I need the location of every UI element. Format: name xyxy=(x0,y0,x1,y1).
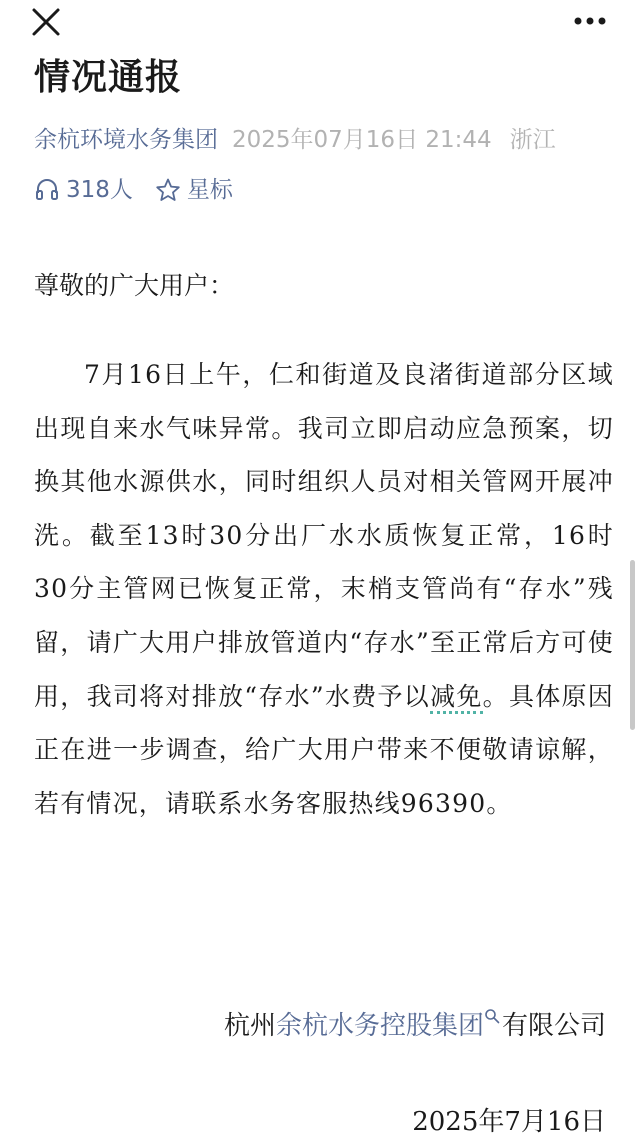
signature-date: 2025年7月16日 xyxy=(412,1107,606,1137)
signature-prefix: 杭州 xyxy=(223,1011,276,1041)
headphones-icon xyxy=(34,177,60,203)
signature-suffix: 有限公司 xyxy=(501,1011,606,1041)
listen-count[interactable] xyxy=(34,174,133,206)
listen-count-label: 318人 xyxy=(66,177,133,203)
account-name-link[interactable]: 余杭环境水务集团 xyxy=(34,127,218,153)
paragraph-text-part2: 。具体原因正在进一步调查，给广大用户带来不便敬请谅解，若有情况，请联系水务客服热线96390。 xyxy=(34,681,615,818)
star-label: 星标 xyxy=(186,177,233,203)
stats-row xyxy=(34,174,233,206)
signature-search-link[interactable]: 余杭水务控股集团 xyxy=(275,1011,484,1041)
article-paragraph xyxy=(34,348,614,830)
dotted-term[interactable]: 减免 xyxy=(430,682,483,714)
search-icon xyxy=(484,1008,500,1024)
star-button[interactable] xyxy=(155,174,233,206)
more-icon xyxy=(566,6,614,36)
meta-row xyxy=(34,124,556,156)
paragraph-text-part1: 7月16日上午，仁和街道及良渚街道部分区域出现自来水气味异常。我司立即启动应急预案，切换其他水源供水，同时组织人员对相关管网开展冲洗。截至13时30分出厂水水质恢复正常，16时30分主管网已恢复正常，末梢支管尚有“存水”残留，请广大用户排放管道内“存水”至正常后方可使用，我司将对排放“存水”水费予以 xyxy=(34,360,614,711)
scrollbar[interactable] xyxy=(630,560,635,730)
publish-location: 浙江 xyxy=(509,127,556,153)
publish-date: 2025年07月16日 21:44 xyxy=(232,127,492,153)
close-icon xyxy=(28,4,64,40)
star-icon xyxy=(155,177,181,203)
page-title: 情况通报 xyxy=(34,57,183,98)
more-button[interactable] xyxy=(566,6,614,36)
signature xyxy=(224,1004,606,1048)
greeting: 尊敬的广大用户： xyxy=(34,271,235,300)
close-button[interactable] xyxy=(28,4,64,40)
top-bar xyxy=(0,0,640,44)
article-body xyxy=(34,264,614,830)
